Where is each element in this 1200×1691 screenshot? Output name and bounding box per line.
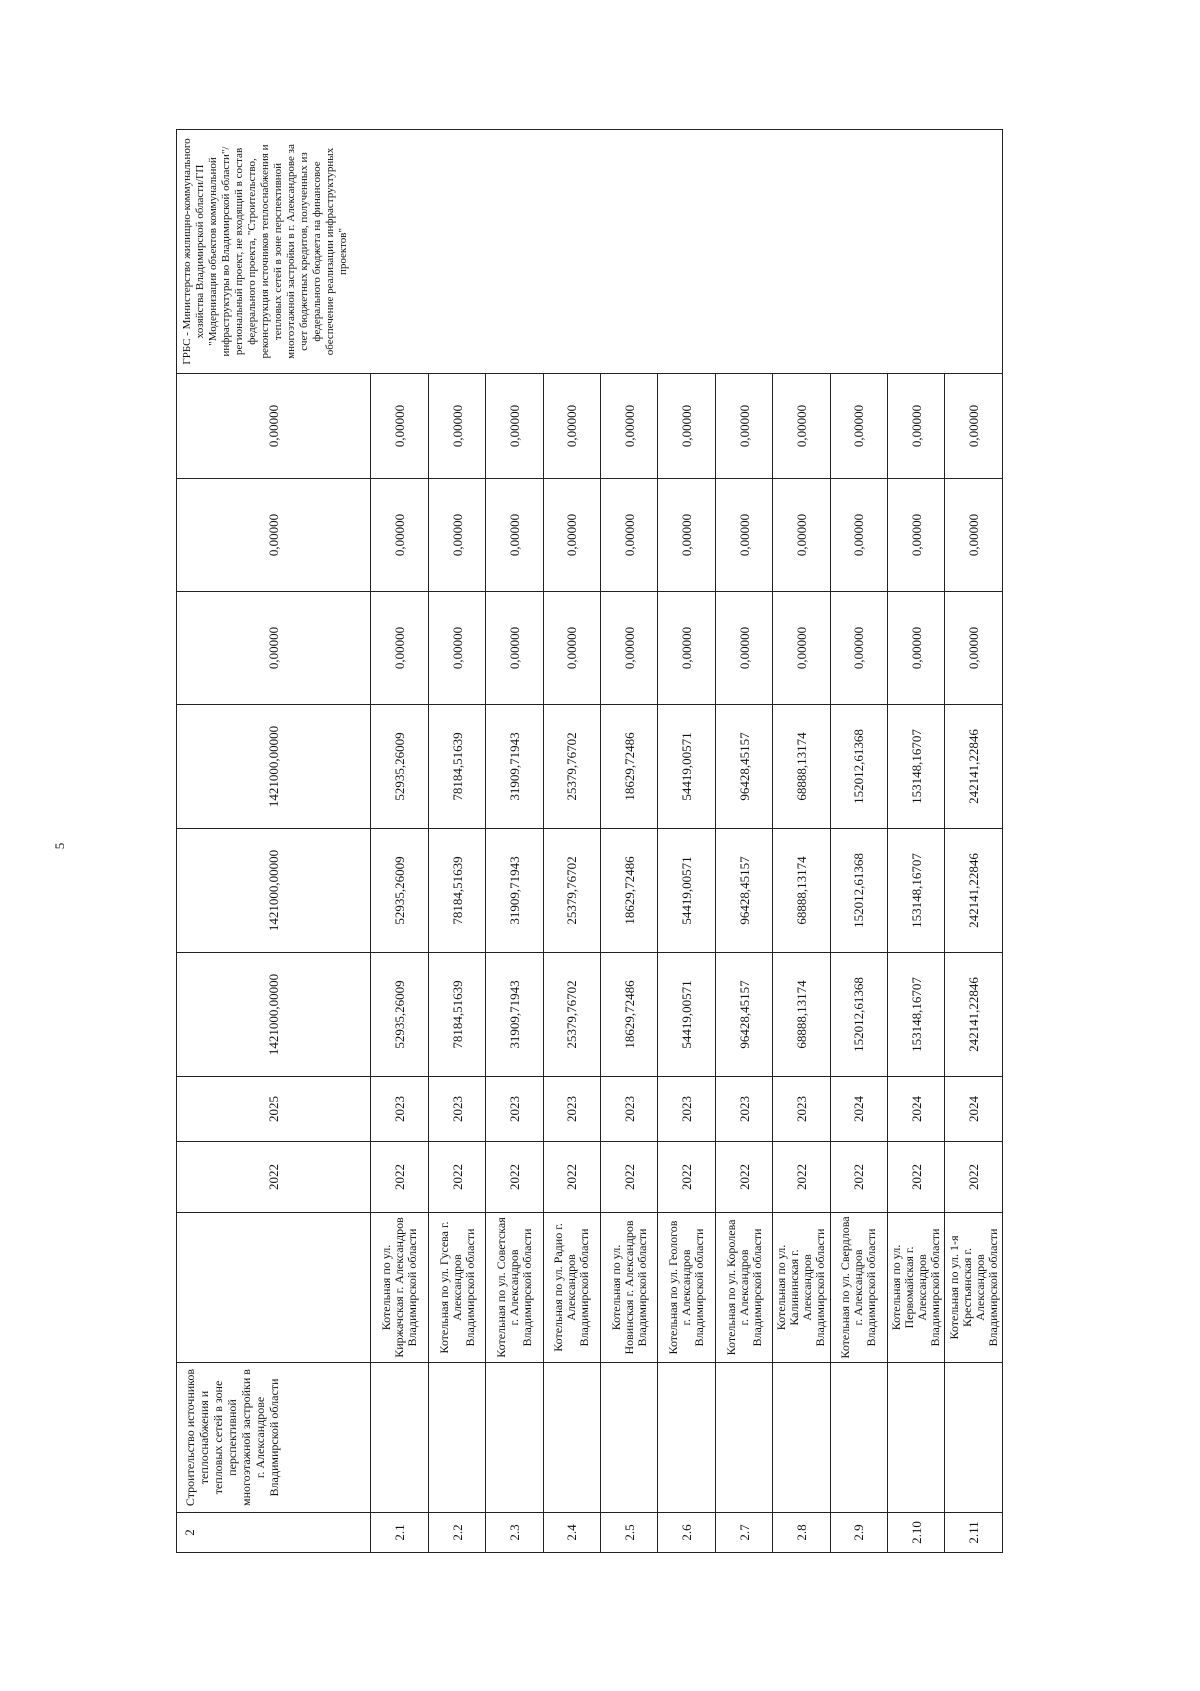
- row-value-4: 0,00000: [945, 592, 1003, 705]
- row-object-name: Котельная по ул. Королева г. Александров Владимирской области: [715, 1213, 772, 1363]
- row-value-2: 78184,51639: [428, 829, 485, 953]
- row-value-1: 52935,26009: [371, 953, 428, 1077]
- row-empty-cell: [428, 1363, 485, 1513]
- row-number: 2.5: [601, 1513, 658, 1553]
- row-value-6: 0,00000: [715, 374, 772, 479]
- row-value-3: 242141,22846: [945, 705, 1003, 829]
- row-value-6: 0,00000: [601, 374, 658, 479]
- row-end-year: 2024: [888, 1077, 945, 1142]
- row-object-name: Котельная по ул. Киржачская г. Александров Владимирской области: [371, 1213, 428, 1363]
- row-start-year: 2022: [428, 1142, 485, 1213]
- row-object-name: Котельная по ул. Геологов г. Александров Владимирской области: [658, 1213, 715, 1363]
- main-row-value-2: 1421000,00000: [177, 829, 371, 953]
- row-object-name: Котельная по ул. Советская г. Александров Владимирской области: [486, 1213, 543, 1363]
- main-row-start-year: 2022: [177, 1142, 371, 1213]
- row-empty-cell: [486, 1363, 543, 1513]
- row-empty-cell: [601, 1363, 658, 1513]
- row-start-year: 2022: [658, 1142, 715, 1213]
- main-row: [177, 130, 371, 1553]
- row-start-year: 2022: [945, 1142, 1003, 1213]
- row-value-3: 54419,00571: [658, 705, 715, 829]
- row-number: 2.8: [773, 1513, 830, 1553]
- main-row-value-3: 1421000,00000: [177, 705, 371, 829]
- row-value-2: 242141,22846: [945, 829, 1003, 953]
- row-value-3: 18629,72486: [601, 705, 658, 829]
- row-value-3: 52935,26009: [371, 705, 428, 829]
- row-value-5: 0,00000: [773, 479, 830, 592]
- row-value-5: 0,00000: [658, 479, 715, 592]
- row-value-4: 0,00000: [371, 592, 428, 705]
- row-value-4: 0,00000: [601, 592, 658, 705]
- row-value-4: 0,00000: [773, 592, 830, 705]
- row-empty-cell: [371, 1363, 428, 1513]
- row-end-year: 2023: [715, 1077, 772, 1142]
- main-row-value-5: 0,00000: [177, 479, 371, 592]
- objects-table: [176, 129, 1003, 1553]
- row-end-year: 2023: [428, 1077, 485, 1142]
- row-start-year: 2022: [888, 1142, 945, 1213]
- row-start-year: 2022: [830, 1142, 887, 1213]
- row-empty-cell: [830, 1363, 887, 1513]
- row-start-year: 2022: [715, 1142, 772, 1213]
- main-row-end-year: 2025: [177, 1077, 371, 1142]
- row-value-4: 0,00000: [428, 592, 485, 705]
- row-end-year: 2024: [830, 1077, 887, 1142]
- row-empty-cell: [715, 1363, 772, 1513]
- row-value-2: 68888,13174: [773, 829, 830, 953]
- row-value-3: 78184,51639: [428, 705, 485, 829]
- row-end-year: 2024: [945, 1077, 1003, 1142]
- row-start-year: 2022: [543, 1142, 600, 1213]
- row-value-5: 0,00000: [543, 479, 600, 592]
- row-value-4: 0,00000: [543, 592, 600, 705]
- row-value-3: 68888,13174: [773, 705, 830, 829]
- row-object-name: Котельная по ул. Первомайская г. Александров Владимирской области: [888, 1213, 945, 1363]
- main-row-object-cell: [177, 1213, 371, 1363]
- row-value-4: 0,00000: [830, 592, 887, 705]
- row-value-5: 0,00000: [888, 479, 945, 592]
- row-empty-cell: [658, 1363, 715, 1513]
- row-value-2: 25379,76702: [543, 829, 600, 953]
- row-value-6: 0,00000: [486, 374, 543, 479]
- row-number: 2.2: [428, 1513, 485, 1553]
- row-value-3: 152012,61368: [830, 705, 887, 829]
- row-value-5: 0,00000: [830, 479, 887, 592]
- row-value-2: 152012,61368: [830, 829, 887, 953]
- row-value-1: 54419,00571: [658, 953, 715, 1077]
- row-empty-cell: [945, 1363, 1003, 1513]
- row-value-3: 25379,76702: [543, 705, 600, 829]
- row-empty-cell: [543, 1363, 600, 1513]
- row-value-5: 0,00000: [371, 479, 428, 592]
- row-empty-cell: [888, 1363, 945, 1513]
- row-number: 2.7: [715, 1513, 772, 1553]
- row-object-name: Котельная по ул. 1-я Крестьянская г. Александров Владимирской области: [945, 1213, 1003, 1363]
- row-number: 2.11: [945, 1513, 1003, 1553]
- row-value-4: 0,00000: [715, 592, 772, 705]
- row-object-name: Котельная по ул. Свердлова г. Александров Владимирской области: [830, 1213, 887, 1363]
- row-value-1: 25379,76702: [543, 953, 600, 1077]
- row-object-name: Котельная по ул. Радио г. Александров Владимирской области: [543, 1213, 600, 1363]
- main-row-value-4: 0,00000: [177, 592, 371, 705]
- main-row-number: 2: [177, 1513, 371, 1553]
- row-number: 2.10: [888, 1513, 945, 1553]
- row-value-3: 96428,45157: [715, 705, 772, 829]
- row-number: 2.1: [371, 1513, 428, 1553]
- row-end-year: 2023: [543, 1077, 600, 1142]
- row-value-2: 52935,26009: [371, 829, 428, 953]
- row-value-6: 0,00000: [888, 374, 945, 479]
- row-value-1: 18629,72486: [601, 953, 658, 1077]
- row-end-year: 2023: [371, 1077, 428, 1142]
- row-start-year: 2022: [486, 1142, 543, 1213]
- row-object-name: Котельная по ул. Гусева г. Александров Владимирской области: [428, 1213, 485, 1363]
- row-value-6: 0,00000: [773, 374, 830, 479]
- main-row-value-6: 0,00000: [177, 374, 371, 479]
- row-number: 2.3: [486, 1513, 543, 1553]
- row-end-year: 2023: [773, 1077, 830, 1142]
- row-value-2: 96428,45157: [715, 829, 772, 953]
- main-row-value-1: 1421000,00000: [177, 953, 371, 1077]
- row-value-1: 152012,61368: [830, 953, 887, 1077]
- row-value-1: 96428,45157: [715, 953, 772, 1077]
- row-value-5: 0,00000: [715, 479, 772, 592]
- row-value-3: 153148,16707: [888, 705, 945, 829]
- row-value-2: 54419,00571: [658, 829, 715, 953]
- row-value-5: 0,00000: [945, 479, 1003, 592]
- grbs-description: ГРБС - Министерство жилищно-коммунального хозяйства Владимирской области/ГП "Модернизация объектов коммунальной инфраструктуры во Владимирской области"/региональный проект, не входящий в состав федерального проекта, "Строительство, реконструкция источников теплоснабжения и тепловых сетей в зоне перспективной многоэтажной застройки в г. Александрове за счет бюджетных кредитов, полученных из федерального бюджета на финансовое обеспечение реализации инфраструктурных проектов": [177, 130, 1003, 374]
- row-value-2: 153148,16707: [888, 829, 945, 953]
- table-body: [177, 130, 1003, 1553]
- row-value-3: 31909,71943: [486, 705, 543, 829]
- row-value-6: 0,00000: [830, 374, 887, 479]
- row-number: 2.4: [543, 1513, 600, 1553]
- row-value-5: 0,00000: [601, 479, 658, 592]
- row-start-year: 2022: [371, 1142, 428, 1213]
- row-value-6: 0,00000: [658, 374, 715, 479]
- row-end-year: 2023: [601, 1077, 658, 1142]
- row-value-6: 0,00000: [428, 374, 485, 479]
- row-value-6: 0,00000: [543, 374, 600, 479]
- row-end-year: 2023: [658, 1077, 715, 1142]
- row-value-4: 0,00000: [888, 592, 945, 705]
- row-value-1: 242141,22846: [945, 953, 1003, 1077]
- row-value-1: 78184,51639: [428, 953, 485, 1077]
- row-value-4: 0,00000: [658, 592, 715, 705]
- row-start-year: 2022: [601, 1142, 658, 1213]
- row-value-2: 31909,71943: [486, 829, 543, 953]
- row-empty-cell: [773, 1363, 830, 1513]
- row-value-2: 18629,72486: [601, 829, 658, 953]
- row-value-4: 0,00000: [486, 592, 543, 705]
- row-number: 2.9: [830, 1513, 887, 1553]
- rotated-sheet: [176, 130, 1003, 1553]
- main-row-name: Строительство источников теплоснабжения и тепловых сетей в зоне перспективной многоэтажной застройки в г. Александрове Владимирской области: [177, 1363, 371, 1513]
- row-number: 2.6: [658, 1513, 715, 1553]
- row-end-year: 2023: [486, 1077, 543, 1142]
- row-start-year: 2022: [773, 1142, 830, 1213]
- row-value-5: 0,00000: [428, 479, 485, 592]
- row-value-1: 153148,16707: [888, 953, 945, 1077]
- row-value-1: 31909,71943: [486, 953, 543, 1077]
- row-value-6: 0,00000: [371, 374, 428, 479]
- row-value-1: 68888,13174: [773, 953, 830, 1077]
- row-object-name: Котельная по ул. Калининская г. Александров Владимирской области: [773, 1213, 830, 1363]
- row-value-5: 0,00000: [486, 479, 543, 592]
- page-number: 5: [52, 842, 67, 850]
- row-object-name: Котельная по ул. Новинская г. Александров Владимирской области: [601, 1213, 658, 1363]
- row-value-6: 0,00000: [945, 374, 1003, 479]
